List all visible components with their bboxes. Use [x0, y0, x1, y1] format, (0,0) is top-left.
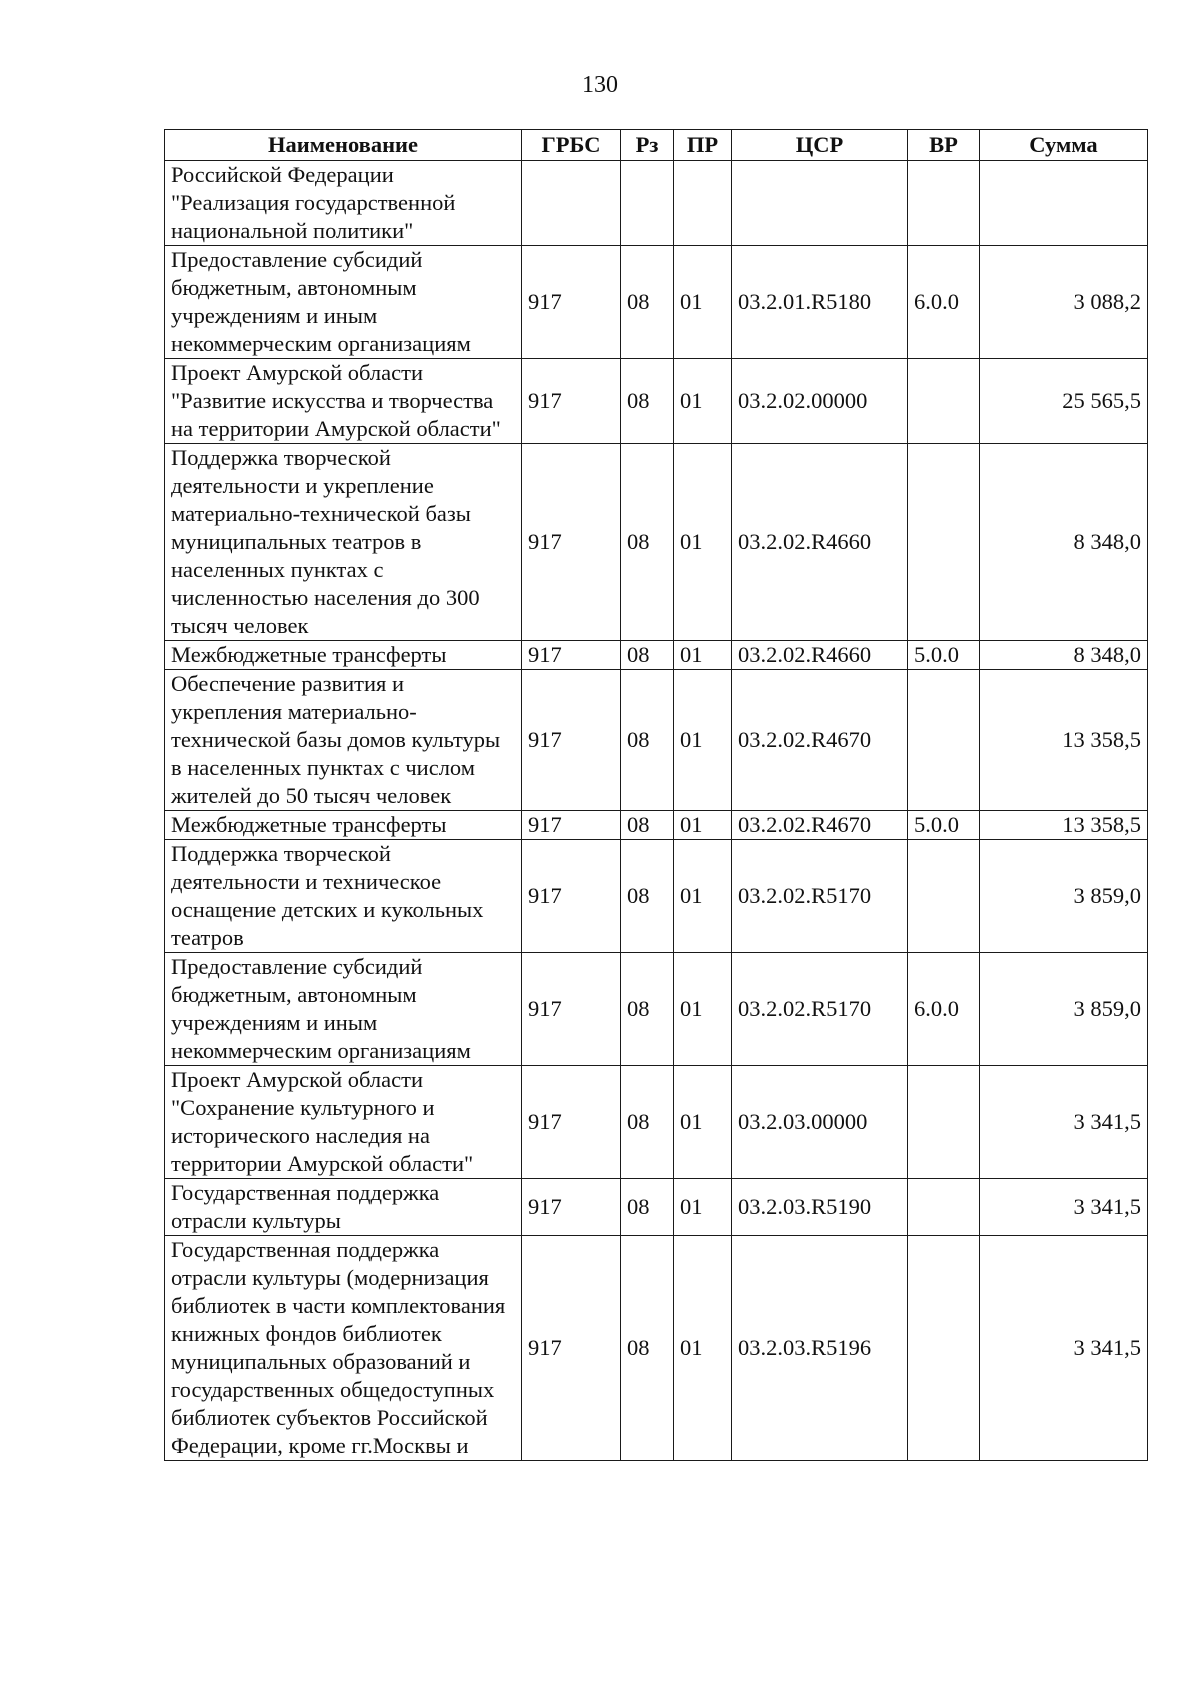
cell-grbs: 917 — [522, 1066, 621, 1179]
cell-vr — [908, 670, 980, 811]
cell-pr: 01 — [674, 840, 732, 953]
cell-csr: 03.2.02.R5170 — [732, 953, 908, 1066]
cell-vr: 6.0.0 — [908, 953, 980, 1066]
cell-rz: 08 — [621, 670, 674, 811]
cell-sum: 8 348,0 — [980, 444, 1148, 641]
table-row — [165, 161, 1148, 246]
cell-pr: 01 — [674, 670, 732, 811]
cell-sum: 3 341,5 — [980, 1236, 1148, 1461]
cell-pr: 01 — [674, 953, 732, 1066]
table-row — [165, 670, 1148, 811]
table-row — [165, 1179, 1148, 1236]
column-header-vr: ВР — [908, 130, 980, 161]
cell-sum: 3 859,0 — [980, 840, 1148, 953]
cell-grbs: 917 — [522, 444, 621, 641]
cell-grbs: 917 — [522, 670, 621, 811]
cell-name: Проект Амурской области "Сохранение культурного и исторического наследия на территории Амурской области" — [165, 1066, 522, 1179]
cell-vr — [908, 161, 980, 246]
table-row — [165, 444, 1148, 641]
cell-vr: 5.0.0 — [908, 811, 980, 840]
cell-sum: 3 088,2 — [980, 246, 1148, 359]
cell-pr: 01 — [674, 1066, 732, 1179]
cell-grbs: 917 — [522, 1236, 621, 1461]
cell-name: Обеспечение развития и укрепления материально-технической базы домов культуры в населенных пунктах с числом жителей до 50 тысяч человек — [165, 670, 522, 811]
table-header-row — [165, 130, 1148, 161]
cell-sum: 13 358,5 — [980, 670, 1148, 811]
cell-name: Предоставление субсидий бюджетным, автономным учреждениям и иным некоммерческим организациям — [165, 246, 522, 359]
cell-grbs: 917 — [522, 1179, 621, 1236]
cell-rz: 08 — [621, 246, 674, 359]
cell-rz: 08 — [621, 1066, 674, 1179]
cell-grbs: 917 — [522, 641, 621, 670]
cell-pr: 01 — [674, 246, 732, 359]
cell-grbs: 917 — [522, 246, 621, 359]
column-header-pr: ПР — [674, 130, 732, 161]
cell-name: Российской Федерации "Реализация государственной национальной политики" — [165, 161, 522, 246]
cell-name: Государственная поддержка отрасли культуры — [165, 1179, 522, 1236]
cell-grbs: 917 — [522, 953, 621, 1066]
cell-vr — [908, 444, 980, 641]
cell-grbs — [522, 161, 621, 246]
cell-rz: 08 — [621, 641, 674, 670]
cell-pr: 01 — [674, 811, 732, 840]
cell-csr — [732, 161, 908, 246]
cell-csr: 03.2.03.R5190 — [732, 1179, 908, 1236]
cell-csr: 03.2.02.00000 — [732, 359, 908, 444]
cell-csr: 03.2.03.R5196 — [732, 1236, 908, 1461]
cell-rz: 08 — [621, 359, 674, 444]
cell-csr: 03.2.02.R4670 — [732, 670, 908, 811]
cell-sum: 13 358,5 — [980, 811, 1148, 840]
cell-csr: 03.2.02.R5170 — [732, 840, 908, 953]
cell-vr: 5.0.0 — [908, 641, 980, 670]
cell-rz: 08 — [621, 811, 674, 840]
cell-vr — [908, 359, 980, 444]
cell-csr: 03.2.02.R4660 — [732, 444, 908, 641]
table-row — [165, 641, 1148, 670]
table-row — [165, 1236, 1148, 1461]
cell-rz: 08 — [621, 1236, 674, 1461]
cell-vr: 6.0.0 — [908, 246, 980, 359]
cell-vr — [908, 1066, 980, 1179]
cell-grbs: 917 — [522, 840, 621, 953]
cell-vr — [908, 1179, 980, 1236]
cell-name: Межбюджетные трансферты — [165, 641, 522, 670]
cell-vr — [908, 840, 980, 953]
cell-pr: 01 — [674, 1236, 732, 1461]
column-header-sum: Сумма — [980, 130, 1148, 161]
cell-sum: 3 341,5 — [980, 1066, 1148, 1179]
cell-rz: 08 — [621, 444, 674, 641]
cell-grbs: 917 — [522, 359, 621, 444]
cell-sum: 25 565,5 — [980, 359, 1148, 444]
cell-rz: 08 — [621, 840, 674, 953]
cell-csr: 03.2.03.00000 — [732, 1066, 908, 1179]
column-header-csr: ЦСР — [732, 130, 908, 161]
cell-sum: 3 341,5 — [980, 1179, 1148, 1236]
cell-csr: 03.2.02.R4670 — [732, 811, 908, 840]
column-header-name: Наименование — [165, 130, 522, 161]
page-number: 130 — [582, 72, 618, 98]
cell-sum — [980, 161, 1148, 246]
cell-name: Государственная поддержка отрасли культуры (модернизация библиотек в части комплектования книжных фондов библиотек муниципальных образований и государственных общедоступных библиотек субъектов Российской Федерации, кроме гг.Москвы и — [165, 1236, 522, 1461]
cell-csr: 03.2.01.R5180 — [732, 246, 908, 359]
cell-vr — [908, 1236, 980, 1461]
cell-sum: 8 348,0 — [980, 641, 1148, 670]
cell-rz: 08 — [621, 1179, 674, 1236]
table-row — [165, 811, 1148, 840]
cell-name: Поддержка творческой деятельности и техническое оснащение детских и кукольных театров — [165, 840, 522, 953]
table-row — [165, 953, 1148, 1066]
cell-rz: 08 — [621, 953, 674, 1066]
cell-pr: 01 — [674, 1179, 732, 1236]
column-header-grbs: ГРБС — [522, 130, 621, 161]
cell-name: Предоставление субсидий бюджетным, автономным учреждениям и иным некоммерческим организациям — [165, 953, 522, 1066]
cell-pr: 01 — [674, 444, 732, 641]
column-header-rz: Рз — [621, 130, 674, 161]
cell-grbs: 917 — [522, 811, 621, 840]
table-row — [165, 1066, 1148, 1179]
cell-pr: 01 — [674, 359, 732, 444]
cell-name: Проект Амурской области "Развитие искусства и творчества на территории Амурской области" — [165, 359, 522, 444]
table-row — [165, 246, 1148, 359]
cell-pr — [674, 161, 732, 246]
table-row — [165, 840, 1148, 953]
cell-name: Межбюджетные трансферты — [165, 811, 522, 840]
cell-pr: 01 — [674, 641, 732, 670]
table-row — [165, 359, 1148, 444]
cell-name: Поддержка творческой деятельности и укрепление материально-технической базы муниципальных театров в населенных пунктах с численностью населения до 300 тысяч человек — [165, 444, 522, 641]
budget-table — [164, 129, 1148, 1461]
cell-rz — [621, 161, 674, 246]
cell-csr: 03.2.02.R4660 — [732, 641, 908, 670]
cell-sum: 3 859,0 — [980, 953, 1148, 1066]
